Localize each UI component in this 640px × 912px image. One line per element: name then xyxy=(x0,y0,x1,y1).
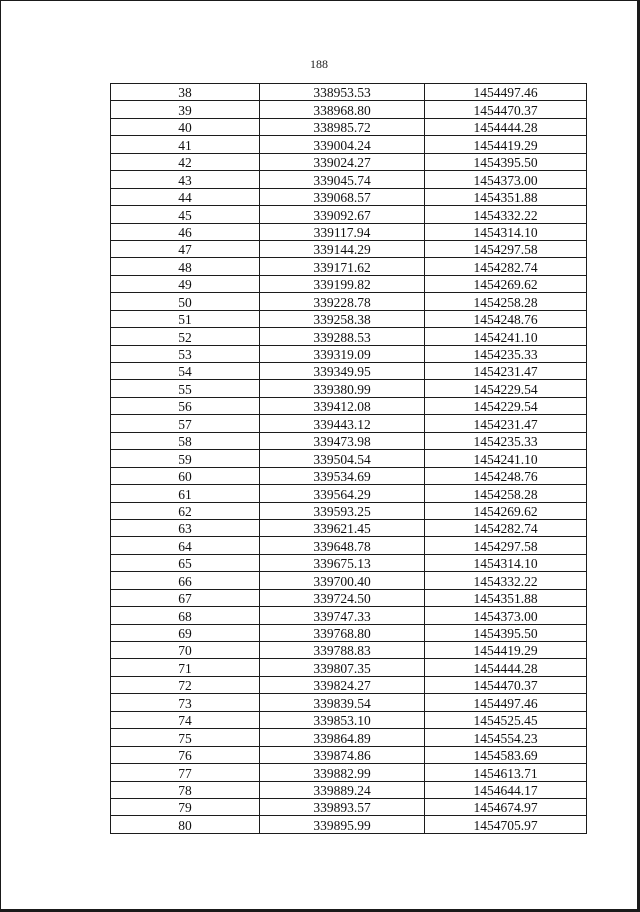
x-coordinate-cell: 339893.57 xyxy=(260,798,425,815)
point-number-cell: 80 xyxy=(111,816,260,833)
point-number-cell: 62 xyxy=(111,502,260,519)
point-number-cell: 64 xyxy=(111,537,260,554)
x-coordinate-cell: 339004.24 xyxy=(260,136,425,153)
point-number-cell: 77 xyxy=(111,764,260,781)
point-number-cell: 74 xyxy=(111,711,260,728)
y-coordinate-cell: 1454229.54 xyxy=(425,380,587,397)
y-coordinate-cell: 1454351.88 xyxy=(425,188,587,205)
point-number-cell: 60 xyxy=(111,467,260,484)
x-coordinate-cell: 339199.82 xyxy=(260,275,425,292)
point-number-cell: 54 xyxy=(111,363,260,380)
table-row xyxy=(111,397,587,414)
x-coordinate-cell: 339621.45 xyxy=(260,519,425,536)
table-row xyxy=(111,136,587,153)
table-row xyxy=(111,450,587,467)
y-coordinate-cell: 1454314.10 xyxy=(425,554,587,571)
y-coordinate-cell: 1454248.76 xyxy=(425,467,587,484)
y-coordinate-cell: 1454229.54 xyxy=(425,397,587,414)
table-row xyxy=(111,537,587,554)
point-number-cell: 40 xyxy=(111,118,260,135)
table-row xyxy=(111,223,587,240)
table-row xyxy=(111,572,587,589)
point-number-cell: 63 xyxy=(111,519,260,536)
point-number-cell: 44 xyxy=(111,188,260,205)
table-row xyxy=(111,345,587,362)
table-row xyxy=(111,659,587,676)
table-row xyxy=(111,258,587,275)
x-coordinate-cell: 339889.24 xyxy=(260,781,425,798)
y-coordinate-cell: 1454674.97 xyxy=(425,798,587,815)
table-row xyxy=(111,502,587,519)
point-number-cell: 66 xyxy=(111,572,260,589)
point-number-cell: 75 xyxy=(111,729,260,746)
y-coordinate-cell: 1454269.62 xyxy=(425,502,587,519)
y-coordinate-cell: 1454497.46 xyxy=(425,84,587,101)
y-coordinate-cell: 1454231.47 xyxy=(425,415,587,432)
y-coordinate-cell: 1454705.97 xyxy=(425,816,587,833)
x-coordinate-cell: 339045.74 xyxy=(260,171,425,188)
table-row xyxy=(111,485,587,502)
table-row xyxy=(111,84,587,101)
point-number-cell: 78 xyxy=(111,781,260,798)
table-row xyxy=(111,467,587,484)
x-coordinate-cell: 339068.57 xyxy=(260,188,425,205)
x-coordinate-cell: 339747.33 xyxy=(260,607,425,624)
table-row xyxy=(111,118,587,135)
y-coordinate-cell: 1454248.76 xyxy=(425,310,587,327)
point-number-cell: 48 xyxy=(111,258,260,275)
y-coordinate-cell: 1454241.10 xyxy=(425,450,587,467)
table-row xyxy=(111,153,587,170)
y-coordinate-cell: 1454419.29 xyxy=(425,136,587,153)
y-coordinate-cell: 1454297.58 xyxy=(425,537,587,554)
x-coordinate-cell: 339380.99 xyxy=(260,380,425,397)
point-number-cell: 55 xyxy=(111,380,260,397)
x-coordinate-cell: 339724.50 xyxy=(260,589,425,606)
table-row xyxy=(111,310,587,327)
coordinates-table-body xyxy=(111,84,587,834)
point-number-cell: 49 xyxy=(111,275,260,292)
x-coordinate-cell: 339824.27 xyxy=(260,676,425,693)
point-number-cell: 76 xyxy=(111,746,260,763)
y-coordinate-cell: 1454235.33 xyxy=(425,432,587,449)
x-coordinate-cell: 339144.29 xyxy=(260,240,425,257)
y-coordinate-cell: 1454235.33 xyxy=(425,345,587,362)
y-coordinate-cell: 1454395.50 xyxy=(425,153,587,170)
table-row xyxy=(111,624,587,641)
y-coordinate-cell: 1454314.10 xyxy=(425,223,587,240)
x-coordinate-cell: 339117.94 xyxy=(260,223,425,240)
table-row xyxy=(111,363,587,380)
point-number-cell: 65 xyxy=(111,554,260,571)
y-coordinate-cell: 1454282.74 xyxy=(425,519,587,536)
table-row xyxy=(111,816,587,833)
x-coordinate-cell: 338985.72 xyxy=(260,118,425,135)
table-row xyxy=(111,101,587,118)
point-number-cell: 47 xyxy=(111,240,260,257)
x-coordinate-cell: 339349.95 xyxy=(260,363,425,380)
y-coordinate-cell: 1454613.71 xyxy=(425,764,587,781)
point-number-cell: 67 xyxy=(111,589,260,606)
x-coordinate-cell: 339473.98 xyxy=(260,432,425,449)
point-number-cell: 58 xyxy=(111,432,260,449)
x-coordinate-cell: 339593.25 xyxy=(260,502,425,519)
y-coordinate-cell: 1454241.10 xyxy=(425,328,587,345)
x-coordinate-cell: 339024.27 xyxy=(260,153,425,170)
y-coordinate-cell: 1454497.46 xyxy=(425,694,587,711)
table-row xyxy=(111,729,587,746)
x-coordinate-cell: 339319.09 xyxy=(260,345,425,362)
point-number-cell: 53 xyxy=(111,345,260,362)
point-number-cell: 42 xyxy=(111,153,260,170)
point-number-cell: 43 xyxy=(111,171,260,188)
table-row xyxy=(111,519,587,536)
x-coordinate-cell: 339092.67 xyxy=(260,206,425,223)
y-coordinate-cell: 1454373.00 xyxy=(425,607,587,624)
x-coordinate-cell: 339768.80 xyxy=(260,624,425,641)
x-coordinate-cell: 339412.08 xyxy=(260,397,425,414)
y-coordinate-cell: 1454258.28 xyxy=(425,293,587,310)
y-coordinate-cell: 1454583.69 xyxy=(425,746,587,763)
x-coordinate-cell: 339807.35 xyxy=(260,659,425,676)
table-row xyxy=(111,711,587,728)
table-row xyxy=(111,171,587,188)
y-coordinate-cell: 1454269.62 xyxy=(425,275,587,292)
x-coordinate-cell: 339228.78 xyxy=(260,293,425,310)
table-row xyxy=(111,781,587,798)
y-coordinate-cell: 1454444.28 xyxy=(425,659,587,676)
y-coordinate-cell: 1454395.50 xyxy=(425,624,587,641)
y-coordinate-cell: 1454470.37 xyxy=(425,676,587,693)
x-coordinate-cell: 339171.62 xyxy=(260,258,425,275)
page-number: 188 xyxy=(310,57,328,71)
x-coordinate-cell: 339443.12 xyxy=(260,415,425,432)
x-coordinate-cell: 339788.83 xyxy=(260,642,425,659)
point-number-cell: 73 xyxy=(111,694,260,711)
y-coordinate-cell: 1454444.28 xyxy=(425,118,587,135)
x-coordinate-cell: 339534.69 xyxy=(260,467,425,484)
table-row xyxy=(111,746,587,763)
y-coordinate-cell: 1454525.45 xyxy=(425,711,587,728)
x-coordinate-cell: 339564.29 xyxy=(260,485,425,502)
point-number-cell: 59 xyxy=(111,450,260,467)
point-number-cell: 38 xyxy=(111,84,260,101)
table-row xyxy=(111,694,587,711)
table-row xyxy=(111,589,587,606)
table-row xyxy=(111,676,587,693)
y-coordinate-cell: 1454297.58 xyxy=(425,240,587,257)
table-row xyxy=(111,380,587,397)
table-row xyxy=(111,240,587,257)
y-coordinate-cell: 1454419.29 xyxy=(425,642,587,659)
y-coordinate-cell: 1454644.17 xyxy=(425,781,587,798)
x-coordinate-cell: 339895.99 xyxy=(260,816,425,833)
point-number-cell: 72 xyxy=(111,676,260,693)
y-coordinate-cell: 1454332.22 xyxy=(425,206,587,223)
x-coordinate-cell: 339864.89 xyxy=(260,729,425,746)
point-number-cell: 46 xyxy=(111,223,260,240)
x-coordinate-cell: 339853.10 xyxy=(260,711,425,728)
table-row xyxy=(111,554,587,571)
table-row xyxy=(111,607,587,624)
x-coordinate-cell: 338968.80 xyxy=(260,101,425,118)
table-row xyxy=(111,293,587,310)
table-row xyxy=(111,275,587,292)
point-number-cell: 39 xyxy=(111,101,260,118)
table-row xyxy=(111,642,587,659)
point-number-cell: 50 xyxy=(111,293,260,310)
point-number-cell: 70 xyxy=(111,642,260,659)
table-row xyxy=(111,432,587,449)
point-number-cell: 71 xyxy=(111,659,260,676)
x-coordinate-cell: 339504.54 xyxy=(260,450,425,467)
point-number-cell: 79 xyxy=(111,798,260,815)
table-row xyxy=(111,415,587,432)
document-page xyxy=(1,1,637,909)
y-coordinate-cell: 1454282.74 xyxy=(425,258,587,275)
point-number-cell: 61 xyxy=(111,485,260,502)
point-number-cell: 45 xyxy=(111,206,260,223)
coordinates-table xyxy=(110,83,587,834)
table-row xyxy=(111,328,587,345)
point-number-cell: 51 xyxy=(111,310,260,327)
x-coordinate-cell: 339258.38 xyxy=(260,310,425,327)
point-number-cell: 52 xyxy=(111,328,260,345)
table-row xyxy=(111,206,587,223)
y-coordinate-cell: 1454470.37 xyxy=(425,101,587,118)
y-coordinate-cell: 1454332.22 xyxy=(425,572,587,589)
y-coordinate-cell: 1454351.88 xyxy=(425,589,587,606)
y-coordinate-cell: 1454258.28 xyxy=(425,485,587,502)
x-coordinate-cell: 339839.54 xyxy=(260,694,425,711)
table-row xyxy=(111,188,587,205)
table-row xyxy=(111,764,587,781)
table-row xyxy=(111,798,587,815)
x-coordinate-cell: 339882.99 xyxy=(260,764,425,781)
point-number-cell: 41 xyxy=(111,136,260,153)
x-coordinate-cell: 339648.78 xyxy=(260,537,425,554)
point-number-cell: 69 xyxy=(111,624,260,641)
y-coordinate-cell: 1454373.00 xyxy=(425,171,587,188)
point-number-cell: 57 xyxy=(111,415,260,432)
x-coordinate-cell: 339874.86 xyxy=(260,746,425,763)
x-coordinate-cell: 339700.40 xyxy=(260,572,425,589)
x-coordinate-cell: 338953.53 xyxy=(260,84,425,101)
x-coordinate-cell: 339288.53 xyxy=(260,328,425,345)
y-coordinate-cell: 1454231.47 xyxy=(425,363,587,380)
point-number-cell: 68 xyxy=(111,607,260,624)
y-coordinate-cell: 1454554.23 xyxy=(425,729,587,746)
x-coordinate-cell: 339675.13 xyxy=(260,554,425,571)
point-number-cell: 56 xyxy=(111,397,260,414)
